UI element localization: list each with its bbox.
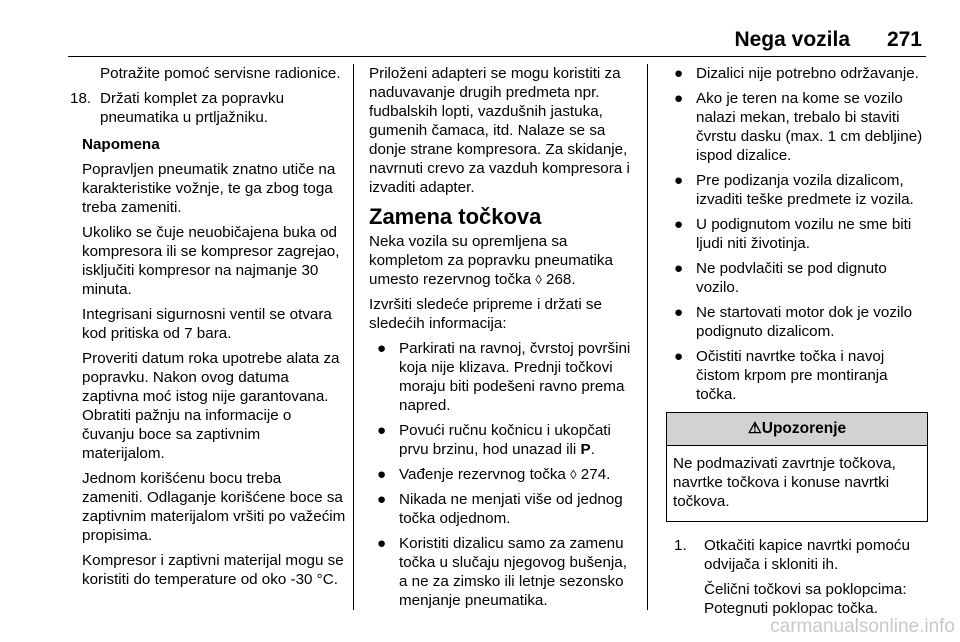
header-rule — [68, 56, 926, 57]
step-sub-paragraph: Čelični točkovi sa poklopcima: Potegnuti poklopac točka. — [704, 581, 907, 617]
bullet-icon: ● — [674, 304, 684, 321]
list-item: ● Očistiti navrtke točka i navoj čistom krpom pre montiranja točka. — [674, 348, 888, 403]
warning-icon: ⚠ — [747, 420, 762, 437]
watermark: carmanualsonline.info — [770, 616, 955, 637]
reference-icon: ◊ — [535, 272, 542, 287]
column-1 — [70, 64, 346, 595]
warning-body: Ne podmazivati zavrtnje točkova, navrtke točkova i konuse navrtki točkova. — [673, 455, 896, 510]
column-divider-1 — [353, 64, 354, 610]
note-block — [70, 135, 346, 589]
page-number: 271 — [886, 28, 922, 51]
bullet-icon: ● — [377, 535, 387, 552]
paragraph: Neka vozila su opremljena sa kompletom za popravku pneumatika umesto rezervnog točka ◊ 268. — [369, 233, 613, 288]
list-item: ● Vađenje rezervnog točka ◊ 274. — [377, 466, 611, 483]
bullet-icon: ● — [377, 466, 387, 483]
column-3 — [666, 64, 928, 624]
list-item-18 — [70, 89, 346, 127]
page-reference[interactable]: 274. — [580, 466, 611, 483]
bullet-icon: ● — [377, 491, 387, 508]
warning-title: Upozorenje — [761, 420, 847, 437]
list-item: ● Ne startovati motor dok je vozilo podignuto dizalicom. — [674, 304, 913, 340]
paragraph: Kompresor i zaptivni materijal mogu se koristiti do temperature od oko -30 °C. — [82, 552, 344, 588]
list-item: ● U podignutom vozilu ne sme biti ljudi niti životinja. — [674, 216, 912, 252]
warning-box — [666, 412, 928, 522]
bullet-icon: ● — [674, 348, 684, 365]
section-heading: Zamena točkova — [369, 204, 542, 229]
bullet-icon: ● — [377, 422, 387, 439]
bullet-icon: ● — [674, 65, 684, 82]
list-item: ● Pre podizanja vozila dizalicom, izvaditi teške predmete iz vozila. — [674, 172, 914, 208]
note-heading: Napomena — [82, 136, 160, 153]
step-number: 1. — [674, 537, 687, 554]
list-number: 18. — [70, 90, 92, 107]
list-item: ● Povući ručnu kočnicu i ukopčati prvu brzinu, hod unazad ili P. — [377, 422, 611, 458]
warning-header — [667, 413, 927, 446]
item17-continuation: Potražite pomoć servisne radionice. — [100, 65, 341, 82]
column-divider-2 — [647, 64, 648, 610]
list-item: ● Nikada ne menjati više od jednog točka odjednom. — [377, 491, 623, 527]
page-header-title: Nega vozila — [734, 28, 850, 51]
bullet-icon: ● — [674, 90, 684, 107]
list-item: ● Koristiti dizalicu samo za zamenu točka u slučaju njegovog bušenja, a ne za zimsko ili letnje sezonsko menjanje pneumatika. — [377, 535, 627, 609]
bullet-icon: ● — [674, 260, 684, 277]
note-body: Popravljen pneumatik znatno utiče na karakteristike vožnje, te ga zbog toga treba zameniti. — [82, 161, 336, 216]
list-item: ● Ne podvlačiti se pod dignuto vozilo. — [674, 260, 887, 296]
list-item: ● Ako je teren na kome se vozilo nalazi mekan, trebalo bi staviti čvrstu dasku (max. 1 cm debljine) ispod dizalice. — [674, 90, 923, 164]
bullet-icon: ● — [674, 172, 684, 189]
reference-icon: ◊ — [570, 467, 577, 482]
step-text: Otkačiti kapice navrtki pomoću odvijača i skloniti ih. — [704, 537, 910, 573]
paragraph: Ukoliko se čuje neuobičajena buka od kompresora ili se kompresor zagrejao, isključiti kompresor na najmanje 30 minuta. — [82, 224, 340, 298]
paragraph: Integrisani sigurnosni ventil se otvara kod pritiska od 7 bara. — [82, 306, 332, 342]
list-item: ● Parkirati na ravnoj, čvrstoj površini koja nije klizava. Prednji točkovi moraju biti podešeni ravno prema napred. — [377, 340, 631, 414]
bullet-icon: ● — [377, 340, 387, 357]
paragraph: Priloženi adapteri se mogu koristiti za naduvavanje drugih predmeta npr. fudbalskih lopti, vazdušnih jastuka, gumenih čamaca, itd. Nalaze se sa donje strane kompresora. Za skidanje, navrnuti crevo za vazduh kompresora i izvaditi adapter. — [369, 65, 630, 196]
page-reference[interactable]: 268. — [546, 271, 576, 288]
step-1 — [674, 536, 928, 574]
column-2 — [369, 64, 639, 616]
paragraph: Proveriti datum roka upotrebe alata za popravku. Nakon ovog datuma zaptivna moć istog nije garantovana. Obratiti pažnju na informacije o čuvanju boce sa zaptivnim materijalom. — [82, 350, 340, 462]
paragraph: Jednom korišćenu bocu treba zameniti. Odlaganje korišćene boce sa zaptivnim materijalom vršiti po važećim propisima. — [82, 470, 346, 544]
paragraph: Izvršiti sledeće pripreme i držati se sledećih informacija: — [369, 296, 602, 332]
list-item: ● Dizalici nije potrebno održavanje. — [674, 65, 919, 82]
list-item-text: Držati komplet za popravku pneumatika u prtljažniku. — [100, 90, 285, 126]
bullet-icon: ● — [674, 216, 684, 233]
